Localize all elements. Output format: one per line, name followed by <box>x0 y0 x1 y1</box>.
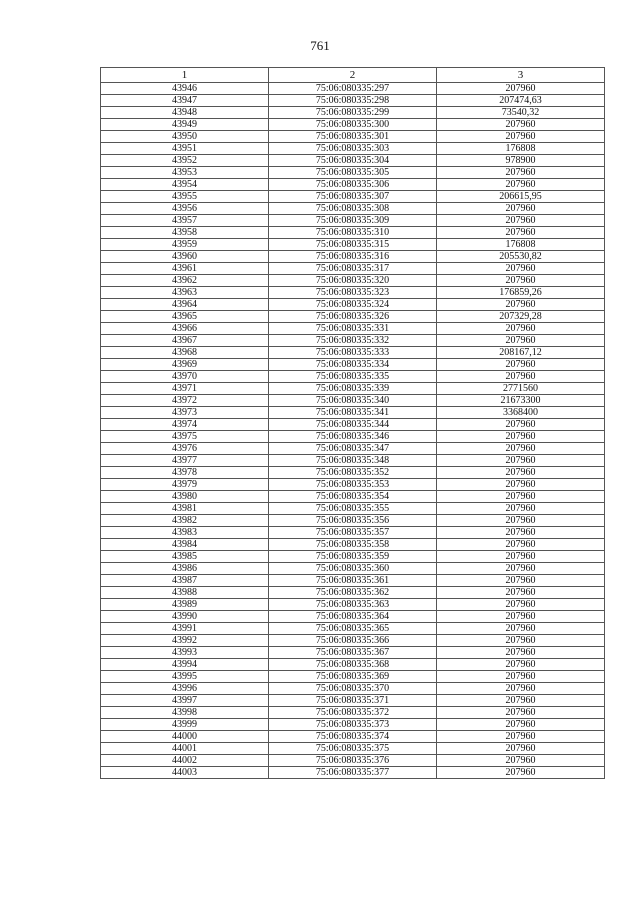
table-row <box>101 431 605 443</box>
value-cell: 207960 <box>437 563 605 575</box>
row-number-cell: 43975 <box>101 431 269 443</box>
value-cell: 208167,12 <box>437 347 605 359</box>
value-cell: 207960 <box>437 551 605 563</box>
value-cell: 207329,28 <box>437 311 605 323</box>
cadastral-number-cell: 75:06:080335:366 <box>269 635 437 647</box>
register-table <box>100 67 605 779</box>
cadastral-number-cell: 75:06:080335:377 <box>269 767 437 779</box>
cadastral-number-cell: 75:06:080335:369 <box>269 671 437 683</box>
value-cell: 205530,82 <box>437 251 605 263</box>
cadastral-number-cell: 75:06:080335:344 <box>269 419 437 431</box>
row-number-cell: 43963 <box>101 287 269 299</box>
table-row <box>101 563 605 575</box>
table-row <box>101 215 605 227</box>
row-number-cell: 43962 <box>101 275 269 287</box>
cadastral-number-cell: 75:06:080335:360 <box>269 563 437 575</box>
value-cell: 207960 <box>437 179 605 191</box>
cadastral-number-cell: 75:06:080335:332 <box>269 335 437 347</box>
cadastral-number-cell: 75:06:080335:341 <box>269 407 437 419</box>
row-number-cell: 43972 <box>101 395 269 407</box>
table-row <box>101 683 605 695</box>
cadastral-number-cell: 75:06:080335:352 <box>269 467 437 479</box>
row-number-cell: 43950 <box>101 131 269 143</box>
cadastral-number-cell: 75:06:080335:303 <box>269 143 437 155</box>
value-cell: 207960 <box>437 359 605 371</box>
cadastral-number-cell: 75:06:080335:335 <box>269 371 437 383</box>
value-cell: 207960 <box>437 575 605 587</box>
row-number-cell: 43952 <box>101 155 269 167</box>
cadastral-number-cell: 75:06:080335:324 <box>269 299 437 311</box>
cadastral-number-cell: 75:06:080335:371 <box>269 695 437 707</box>
table-row <box>101 203 605 215</box>
table-row <box>101 575 605 587</box>
value-cell: 176808 <box>437 239 605 251</box>
cadastral-number-cell: 75:06:080335:354 <box>269 491 437 503</box>
value-cell: 207960 <box>437 479 605 491</box>
cadastral-number-cell: 75:06:080335:355 <box>269 503 437 515</box>
table-row <box>101 287 605 299</box>
value-cell: 207960 <box>437 611 605 623</box>
value-cell: 207960 <box>437 671 605 683</box>
value-cell: 176859,26 <box>437 287 605 299</box>
value-cell: 207960 <box>437 275 605 287</box>
value-cell: 207960 <box>437 695 605 707</box>
table-row <box>101 455 605 467</box>
cadastral-number-cell: 75:06:080335:365 <box>269 623 437 635</box>
row-number-cell: 43984 <box>101 539 269 551</box>
row-number-cell: 43979 <box>101 479 269 491</box>
row-number-cell: 43981 <box>101 503 269 515</box>
row-number-cell: 43967 <box>101 335 269 347</box>
table-row <box>101 119 605 131</box>
row-number-cell: 43976 <box>101 443 269 455</box>
cadastral-number-cell: 75:06:080335:376 <box>269 755 437 767</box>
table-row <box>101 191 605 203</box>
table-row <box>101 647 605 659</box>
value-cell: 207960 <box>437 503 605 515</box>
table-row <box>101 347 605 359</box>
value-cell: 21673300 <box>437 395 605 407</box>
table-row <box>101 515 605 527</box>
row-number-cell: 43964 <box>101 299 269 311</box>
row-number-cell: 43951 <box>101 143 269 155</box>
value-cell: 207960 <box>437 683 605 695</box>
table-row <box>101 275 605 287</box>
value-cell: 207960 <box>437 539 605 551</box>
row-number-cell: 44000 <box>101 731 269 743</box>
table-row <box>101 539 605 551</box>
cadastral-number-cell: 75:06:080335:367 <box>269 647 437 659</box>
table-row <box>101 395 605 407</box>
cadastral-number-cell: 75:06:080335:359 <box>269 551 437 563</box>
cadastral-number-cell: 75:06:080335:347 <box>269 443 437 455</box>
cadastral-number-cell: 75:06:080335:306 <box>269 179 437 191</box>
table-row <box>101 659 605 671</box>
cadastral-number-cell: 75:06:080335:363 <box>269 599 437 611</box>
value-cell: 2771560 <box>437 383 605 395</box>
table-row <box>101 179 605 191</box>
row-number-cell: 43969 <box>101 359 269 371</box>
column-header: 3 <box>437 68 605 83</box>
table-row <box>101 503 605 515</box>
value-cell: 207960 <box>437 719 605 731</box>
table-row <box>101 131 605 143</box>
row-number-cell: 43959 <box>101 239 269 251</box>
row-number-cell: 43996 <box>101 683 269 695</box>
table-row <box>101 419 605 431</box>
row-number-cell: 43980 <box>101 491 269 503</box>
row-number-cell: 43987 <box>101 575 269 587</box>
row-number-cell: 43949 <box>101 119 269 131</box>
value-cell: 207960 <box>437 707 605 719</box>
table-row <box>101 383 605 395</box>
table-row <box>101 671 605 683</box>
row-number-cell: 43988 <box>101 587 269 599</box>
value-cell: 207960 <box>437 659 605 671</box>
cadastral-number-cell: 75:06:080335:323 <box>269 287 437 299</box>
value-cell: 207960 <box>437 443 605 455</box>
row-number-cell: 43974 <box>101 419 269 431</box>
cadastral-number-cell: 75:06:080335:372 <box>269 707 437 719</box>
cadastral-number-cell: 75:06:080335:374 <box>269 731 437 743</box>
table-row <box>101 491 605 503</box>
row-number-cell: 43957 <box>101 215 269 227</box>
cadastral-number-cell: 75:06:080335:368 <box>269 659 437 671</box>
value-cell: 207960 <box>437 515 605 527</box>
row-number-cell: 43989 <box>101 599 269 611</box>
table-row <box>101 731 605 743</box>
value-cell: 176808 <box>437 143 605 155</box>
value-cell: 978900 <box>437 155 605 167</box>
row-number-cell: 43998 <box>101 707 269 719</box>
row-number-cell: 43961 <box>101 263 269 275</box>
cadastral-number-cell: 75:06:080335:348 <box>269 455 437 467</box>
cadastral-number-cell: 75:06:080335:309 <box>269 215 437 227</box>
row-number-cell: 43973 <box>101 407 269 419</box>
table-row <box>101 407 605 419</box>
table-row <box>101 707 605 719</box>
table-row <box>101 95 605 107</box>
row-number-cell: 43991 <box>101 623 269 635</box>
table-row <box>101 587 605 599</box>
column-header: 1 <box>101 68 269 83</box>
table-row <box>101 719 605 731</box>
cadastral-number-cell: 75:06:080335:301 <box>269 131 437 143</box>
row-number-cell: 43985 <box>101 551 269 563</box>
table-row <box>101 335 605 347</box>
row-number-cell: 44003 <box>101 767 269 779</box>
cadastral-number-cell: 75:06:080335:333 <box>269 347 437 359</box>
table-row <box>101 251 605 263</box>
cadastral-number-cell: 75:06:080335:357 <box>269 527 437 539</box>
value-cell: 207960 <box>437 419 605 431</box>
value-cell: 207960 <box>437 491 605 503</box>
value-cell: 207474,63 <box>437 95 605 107</box>
table-row <box>101 167 605 179</box>
value-cell: 207960 <box>437 467 605 479</box>
table-row <box>101 755 605 767</box>
cadastral-number-cell: 75:06:080335:370 <box>269 683 437 695</box>
value-cell: 207960 <box>437 455 605 467</box>
row-number-cell: 43995 <box>101 671 269 683</box>
row-number-cell: 43956 <box>101 203 269 215</box>
row-number-cell: 43955 <box>101 191 269 203</box>
table-row <box>101 371 605 383</box>
row-number-cell: 43958 <box>101 227 269 239</box>
table-row <box>101 143 605 155</box>
value-cell: 73540,32 <box>437 107 605 119</box>
cadastral-number-cell: 75:06:080335:356 <box>269 515 437 527</box>
row-number-cell: 43999 <box>101 719 269 731</box>
value-cell: 207960 <box>437 131 605 143</box>
row-number-cell: 44002 <box>101 755 269 767</box>
table-row <box>101 227 605 239</box>
cadastral-number-cell: 75:06:080335:331 <box>269 323 437 335</box>
cadastral-number-cell: 75:06:080335:334 <box>269 359 437 371</box>
row-number-cell: 43986 <box>101 563 269 575</box>
table-row <box>101 599 605 611</box>
table-row <box>101 299 605 311</box>
row-number-cell: 43947 <box>101 95 269 107</box>
table-row <box>101 695 605 707</box>
page-number: 761 <box>310 38 330 53</box>
row-number-cell: 43993 <box>101 647 269 659</box>
value-cell: 207960 <box>437 767 605 779</box>
row-number-cell: 43946 <box>101 83 269 95</box>
cadastral-number-cell: 75:06:080335:339 <box>269 383 437 395</box>
cadastral-number-cell: 75:06:080335:300 <box>269 119 437 131</box>
value-cell: 207960 <box>437 203 605 215</box>
cadastral-number-cell: 75:06:080335:320 <box>269 275 437 287</box>
cadastral-number-cell: 75:06:080335:310 <box>269 227 437 239</box>
cadastral-number-cell: 75:06:080335:317 <box>269 263 437 275</box>
cadastral-number-cell: 75:06:080335:340 <box>269 395 437 407</box>
row-number-cell: 43978 <box>101 467 269 479</box>
value-cell: 207960 <box>437 599 605 611</box>
table-row <box>101 359 605 371</box>
cadastral-number-cell: 75:06:080335:308 <box>269 203 437 215</box>
value-cell: 207960 <box>437 623 605 635</box>
table-row <box>101 743 605 755</box>
row-number-cell: 43948 <box>101 107 269 119</box>
value-cell: 207960 <box>437 647 605 659</box>
cadastral-number-cell: 75:06:080335:353 <box>269 479 437 491</box>
value-cell: 207960 <box>437 167 605 179</box>
value-cell: 206615,95 <box>437 191 605 203</box>
value-cell: 207960 <box>437 371 605 383</box>
value-cell: 207960 <box>437 743 605 755</box>
cadastral-number-cell: 75:06:080335:298 <box>269 95 437 107</box>
row-number-cell: 43966 <box>101 323 269 335</box>
cadastral-number-cell: 75:06:080335:297 <box>269 83 437 95</box>
header-row <box>101 68 605 83</box>
value-cell: 207960 <box>437 119 605 131</box>
value-cell: 207960 <box>437 527 605 539</box>
table-row <box>101 239 605 251</box>
value-cell: 207960 <box>437 83 605 95</box>
value-cell: 207960 <box>437 731 605 743</box>
cadastral-number-cell: 75:06:080335:361 <box>269 575 437 587</box>
value-cell: 207960 <box>437 323 605 335</box>
table-row <box>101 311 605 323</box>
column-header: 2 <box>269 68 437 83</box>
row-number-cell: 43992 <box>101 635 269 647</box>
value-cell: 207960 <box>437 227 605 239</box>
table-row <box>101 263 605 275</box>
row-number-cell: 44001 <box>101 743 269 755</box>
value-cell: 207960 <box>437 263 605 275</box>
table-row <box>101 551 605 563</box>
row-number-cell: 43960 <box>101 251 269 263</box>
table-row <box>101 155 605 167</box>
cadastral-number-cell: 75:06:080335:315 <box>269 239 437 251</box>
table-row <box>101 611 605 623</box>
value-cell: 207960 <box>437 587 605 599</box>
row-number-cell: 43994 <box>101 659 269 671</box>
table-body <box>101 83 605 779</box>
cadastral-number-cell: 75:06:080335:358 <box>269 539 437 551</box>
value-cell: 207960 <box>437 635 605 647</box>
cadastral-number-cell: 75:06:080335:375 <box>269 743 437 755</box>
row-number-cell: 43968 <box>101 347 269 359</box>
value-cell: 207960 <box>437 431 605 443</box>
row-number-cell: 43971 <box>101 383 269 395</box>
value-cell: 207960 <box>437 335 605 347</box>
cadastral-number-cell: 75:06:080335:362 <box>269 587 437 599</box>
cadastral-number-cell: 75:06:080335:364 <box>269 611 437 623</box>
row-number-cell: 43970 <box>101 371 269 383</box>
row-number-cell: 43953 <box>101 167 269 179</box>
cadastral-number-cell: 75:06:080335:316 <box>269 251 437 263</box>
row-number-cell: 43983 <box>101 527 269 539</box>
value-cell: 207960 <box>437 215 605 227</box>
row-number-cell: 43965 <box>101 311 269 323</box>
table-row <box>101 323 605 335</box>
table-row <box>101 479 605 491</box>
table-row <box>101 635 605 647</box>
row-number-cell: 43997 <box>101 695 269 707</box>
table-row <box>101 107 605 119</box>
table-row <box>101 527 605 539</box>
cadastral-number-cell: 75:06:080335:326 <box>269 311 437 323</box>
cadastral-number-cell: 75:06:080335:305 <box>269 167 437 179</box>
row-number-cell: 43977 <box>101 455 269 467</box>
table-row <box>101 623 605 635</box>
cadastral-number-cell: 75:06:080335:307 <box>269 191 437 203</box>
row-number-cell: 43954 <box>101 179 269 191</box>
table-row <box>101 467 605 479</box>
cadastral-number-cell: 75:06:080335:304 <box>269 155 437 167</box>
value-cell: 207960 <box>437 299 605 311</box>
table-row <box>101 767 605 779</box>
table-row <box>101 443 605 455</box>
table-row <box>101 83 605 95</box>
value-cell: 3368400 <box>437 407 605 419</box>
cadastral-number-cell: 75:06:080335:346 <box>269 431 437 443</box>
cadastral-number-cell: 75:06:080335:299 <box>269 107 437 119</box>
cadastral-number-cell: 75:06:080335:373 <box>269 719 437 731</box>
row-number-cell: 43990 <box>101 611 269 623</box>
row-number-cell: 43982 <box>101 515 269 527</box>
value-cell: 207960 <box>437 755 605 767</box>
